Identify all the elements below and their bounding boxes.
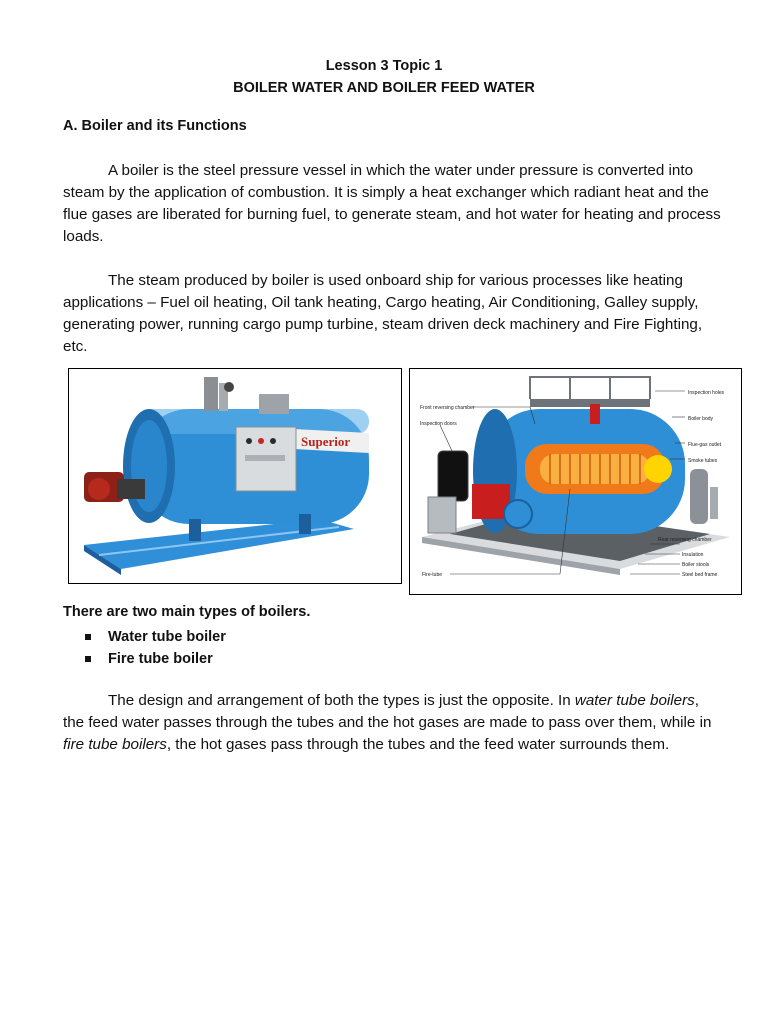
list-item: [85, 626, 226, 648]
diagram-label-insulation: Insulation: [682, 552, 704, 558]
steam-uses-paragraph: [63, 270, 723, 358]
diagram-label-rear-reversing-chamber: Rear reversing chamber: [658, 537, 712, 543]
boiler-definition-paragraph: [63, 160, 723, 248]
section-heading: A. Boiler and its Functions: [63, 118, 247, 134]
diagram-label-smoke-tubes: Smoke tubes: [688, 458, 718, 464]
boiler-photo-illustration: [69, 369, 401, 583]
list-item: [85, 648, 226, 670]
list-item-label: Water tube boiler: [108, 629, 226, 645]
paragraph-text: , the feed water passes through the tubes and the hot gases are made to pass over them, while in: [63, 692, 712, 731]
fire-tube-emphasis: fire tube boilers: [63, 736, 167, 753]
list-item-label: Fire tube boiler: [108, 651, 213, 667]
diagram-label-inspection-holes: Inspection holes: [688, 390, 725, 396]
paragraph-text: The steam produced by boiler is used onboard ship for various processes like heating applications – Fuel oil heating, Oil tank heating, Cargo heating, Air Conditioning, Galley supply, generating power, running cargo pump turbine, steam driven deck machinery and Fire Fighting, etc.: [63, 272, 703, 355]
diagram-label-inspection-doors: Inspection doors: [420, 421, 457, 427]
boiler-types-heading: There are two main types of boilers.: [63, 604, 311, 620]
page-title: BOILER WATER AND BOILER FEED WATER: [233, 80, 535, 96]
paragraph-text: A boiler is the steel pressure vessel in which the water under pressure is converted into steam by the application of combustion. It is simply a heat exchanger which radiant heat and the flue gases are liberated for burning fuel, to generate steam, and hot water for heating and process loads.: [63, 162, 721, 245]
lesson-label: Lesson 3 Topic 1: [325, 58, 443, 74]
paragraph-text: , the hot gases pass through the tubes and the feed water surrounds them.: [166, 736, 670, 753]
boiler-types-list: [85, 626, 226, 670]
diagram-label-boiler-body: Boiler body: [688, 416, 714, 422]
square-bullet-icon: [85, 634, 91, 640]
water-tube-emphasis: water tube boilers: [574, 692, 695, 709]
diagram-label-boiler-stools: Boiler stools: [682, 562, 710, 568]
boiler-photo: [68, 368, 402, 584]
paragraph-text: The design and arrangement of both the types is just the opposite. In: [108, 692, 575, 709]
design-comparison-paragraph: [63, 690, 723, 756]
boiler-cutaway-diagram: [409, 368, 742, 595]
diagram-label-fire-tube: Fire-tube: [422, 572, 443, 578]
diagram-label-flue-gas-outlet: Flue-gas outlet: [688, 442, 722, 448]
diagram-label-front-reversing-chamber: Front reversing chamber: [420, 405, 475, 411]
boiler-diagram-illustration: [410, 369, 741, 594]
diagram-label-steel-bed-frame: Steel bed frame: [682, 572, 718, 578]
brand-text: Superior: [301, 434, 351, 449]
square-bullet-icon: [85, 656, 91, 662]
